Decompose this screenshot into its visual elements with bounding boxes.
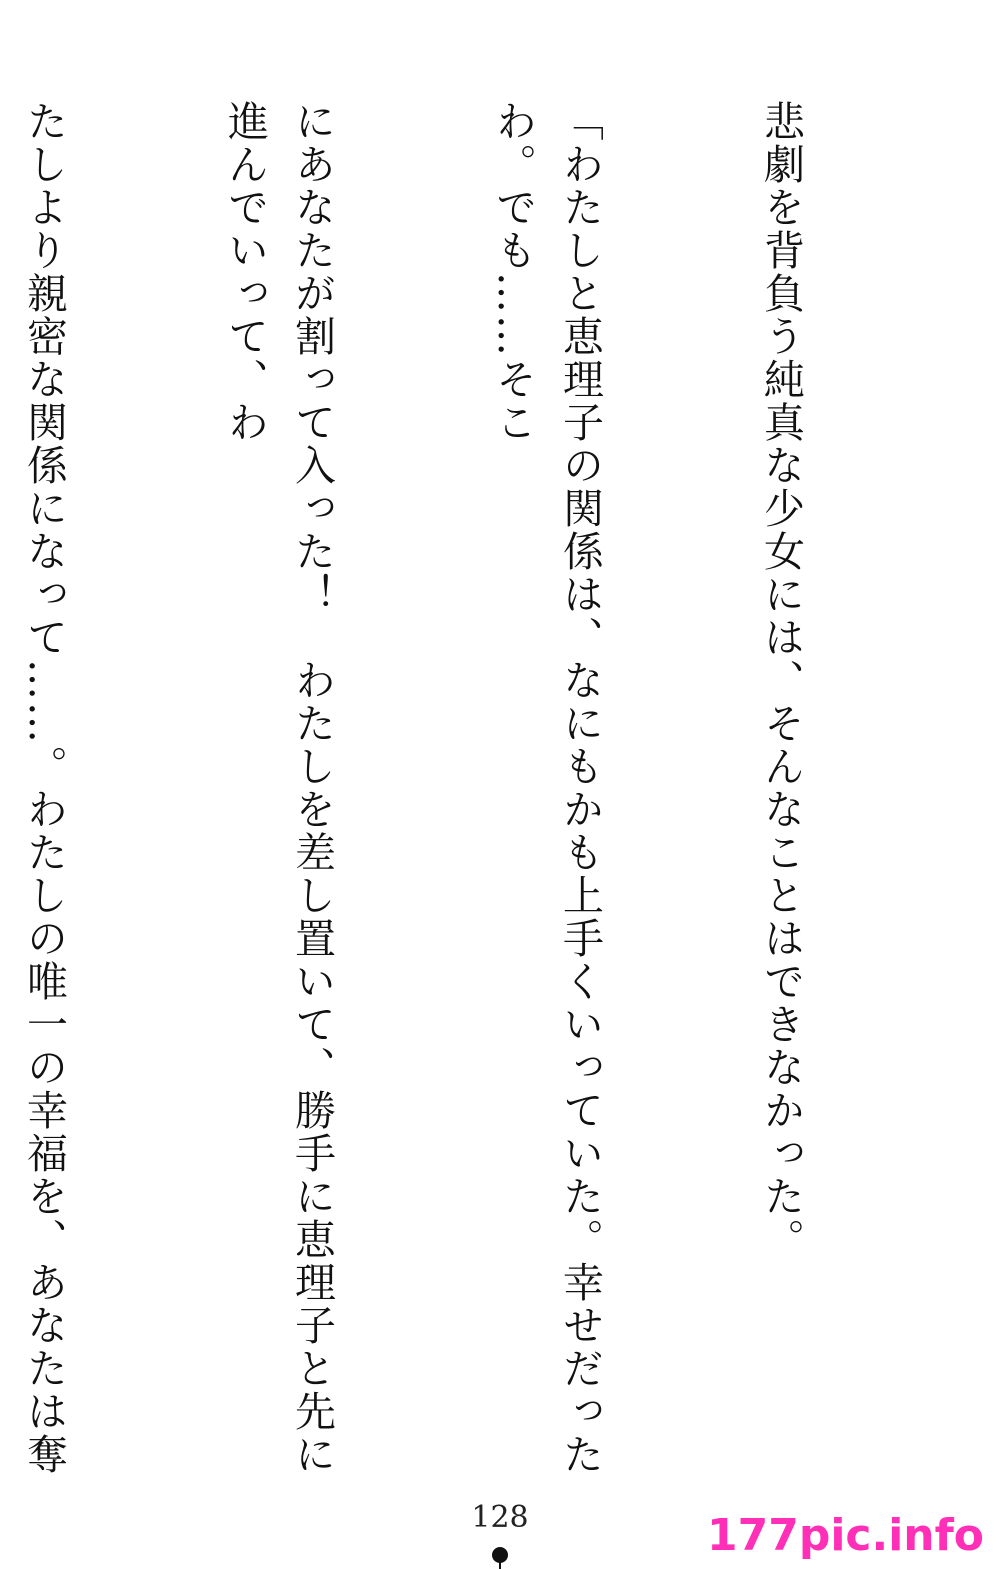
text-column: 悲劇を背負う純真な少女には、そんなことはできなかった。 [757,100,805,1261]
page-marker-icon [490,1543,510,1569]
vertical-text-body [0,100,948,1490]
page-marker-stem [499,1561,501,1569]
text-column: 「わたしと恵理子の関係は、なにもかも上手くいっていた。幸せだったわ。でも……そこ [489,100,604,1476]
text-column: にあなたが割って入った！ わたしを差し置いて、勝手に恵理子と先に進んでいって、わ [221,100,336,1476]
watermark: 177pic.info [707,1510,984,1561]
text-column: たしより親密な関係になって……。わたしの唯一の幸福を、あなたは奪 [20,100,68,1476]
page-number: 128 [471,1500,529,1535]
